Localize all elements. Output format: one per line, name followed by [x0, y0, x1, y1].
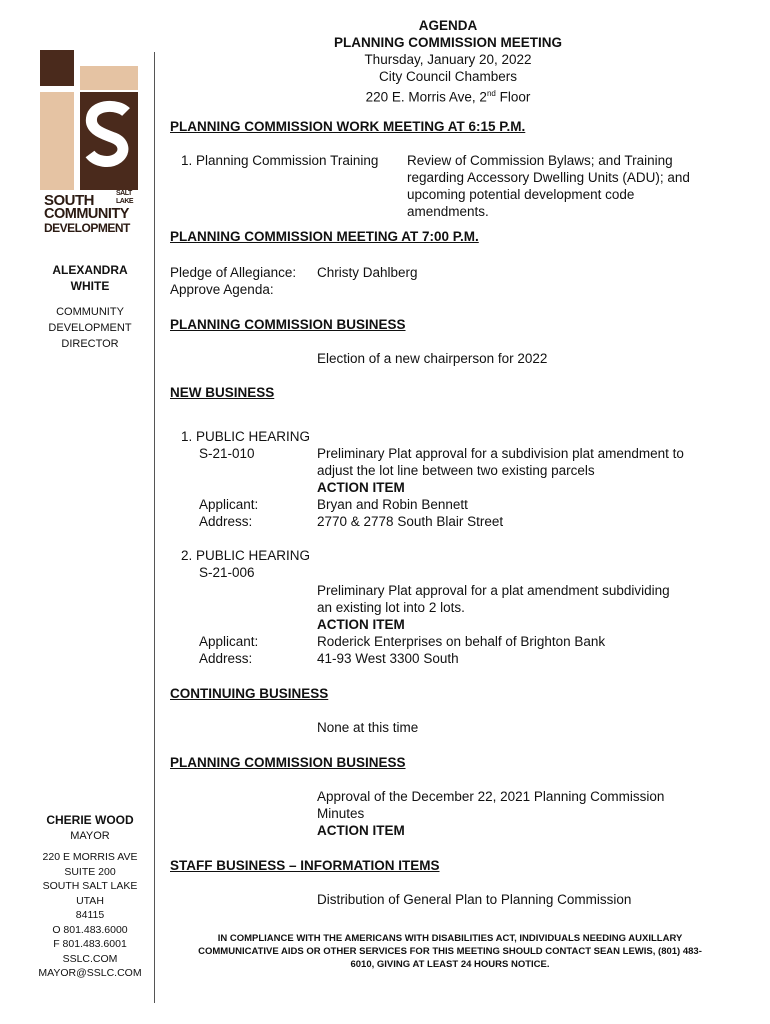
- logo-word-development: DEVELOPMENT: [44, 221, 130, 235]
- hearing-1-applicant: Bryan and Robin Bennett: [317, 497, 468, 512]
- business-heading-2: PLANNING COMMISSION BUSINESS: [170, 755, 406, 770]
- business-2-action: ACTION ITEM: [317, 823, 405, 838]
- hearing-1-label: 1. PUBLIC HEARING: [181, 429, 311, 444]
- meeting-heading: PLANNING COMMISSION MEETING AT 7:00 P.M.: [170, 229, 479, 244]
- logo-word-lake: LAKE: [116, 198, 134, 205]
- city-contact: [28, 850, 152, 981]
- logo: [40, 50, 140, 240]
- hearing-2-code: S-21-006: [199, 565, 255, 580]
- staff-heading: STAFF BUSINESS – INFORMATION ITEMS: [170, 858, 440, 873]
- hearing-1-desc: Preliminary Plat approval for a subdivision plat amendment to adjust the lot line between two existing parcels ACTION ITEM Bryan and Robin Bennett 2770 & 2778 South Blair Street: [317, 445, 727, 530]
- pledge-value: Christy Dahlberg: [317, 265, 418, 280]
- logo-word-south: SOUTH: [44, 192, 94, 209]
- business-item-2: Approval of the December 22, 2021 Planning Commission Minutes ACTION ITEM: [317, 788, 727, 839]
- hearing-1-code: S-21-010: [199, 446, 255, 461]
- contact-addr-1: 220 E MORRIS AVE: [42, 851, 138, 863]
- business-item-1: Election of a new chairperson for 2022: [317, 351, 548, 366]
- logo-word-community: COMMUNITY: [44, 206, 129, 222]
- director-title-1: COMMUNITY: [56, 306, 124, 318]
- header-venue: City Council Chambers: [378, 69, 518, 84]
- director-title-3: DIRECTOR: [61, 338, 119, 350]
- hearing-1-applicant-label: Applicant:: [199, 497, 259, 512]
- mayor-title: MAYOR: [70, 830, 110, 842]
- hearing-2-desc: Preliminary Plat approval for a plat amendment subdividing an existing lot into 2 lots. ACTION ITEM Roderick Enterprises on behalf of Brighton Bank 41-93 West 3300 South: [317, 582, 727, 667]
- mayor-block: [28, 812, 152, 981]
- agenda-header: [160, 17, 736, 106]
- pledge-label: Pledge of Allegiance:: [170, 265, 297, 280]
- director-name-1: ALEXANDRA: [52, 263, 128, 277]
- hearing-1-action: ACTION ITEM: [317, 480, 405, 495]
- staff-item: Distribution of General Plan to Planning Commission: [317, 892, 632, 907]
- director-block: [28, 262, 152, 352]
- contact-web: SSLC.COM: [62, 952, 118, 965]
- hearing-2-applicant: Roderick Enterprises on behalf of Brighton Bank: [317, 634, 606, 649]
- sidebar-divider: [154, 52, 155, 1003]
- contact-email: MAYOR@SSLC.COM: [38, 967, 142, 979]
- work-item-label: 1. Planning Commission Training: [181, 153, 379, 168]
- hearing-2-applicant-label: Applicant:: [199, 634, 259, 649]
- header-subtitle: PLANNING COMMISSION MEETING: [333, 35, 562, 50]
- contact-fax: F 801.483.6001: [53, 938, 127, 950]
- approve-agenda-label: Approve Agenda:: [170, 282, 274, 297]
- logo-mark-icon: [40, 50, 140, 190]
- continuing-item: None at this time: [317, 720, 419, 735]
- mayor-name: CHERIE WOOD: [46, 813, 134, 827]
- director-title-2: DEVELOPMENT: [48, 322, 132, 334]
- logo-word-salt: SALT: [116, 190, 132, 197]
- hearing-1-address-label: Address:: [199, 514, 253, 529]
- header-date: Thursday, January 20, 2022: [364, 52, 532, 67]
- hearing-2-action: ACTION ITEM: [317, 617, 405, 632]
- contact-phone: O 801.483.6000: [52, 923, 128, 936]
- hearing-1-address: 2770 & 2778 South Blair Street: [317, 514, 504, 529]
- work-meeting-heading: PLANNING COMMISSION WORK MEETING AT 6:15 P.M.: [170, 119, 526, 134]
- continuing-heading: CONTINUING BUSINESS: [170, 686, 329, 701]
- hearing-2-address-label: Address:: [199, 651, 253, 666]
- header-address: 220 E. Morris Ave, 2nd Floor: [365, 89, 531, 105]
- contact-addr-5: 84115: [75, 909, 105, 921]
- contact-addr-3: SOUTH SALT LAKE: [42, 880, 138, 892]
- ada-notice: IN COMPLIANCE WITH THE AMERICANS WITH DISABILITIES ACT, INDIVIDUALS NEEDING AUXILLARY COMMUNICATIVE AIDS OR OTHER SERVICES FOR THIS MEETING SHOULD CONTACT SEAN LEWIS, (801) 483- 6010, GIVING AT LEAST 24 HOURS NOTICE.: [198, 933, 702, 970]
- director-name-2: WHITE: [70, 279, 110, 293]
- contact-addr-2: SUITE 200: [64, 865, 116, 878]
- hearing-2-address: 41-93 West 3300 South: [317, 651, 459, 666]
- new-business-heading: NEW BUSINESS: [170, 385, 275, 400]
- business-heading-1: PLANNING COMMISSION BUSINESS: [170, 317, 406, 332]
- header-title: AGENDA: [418, 18, 478, 33]
- work-item-desc: Review of Commission Bylaws; and Training regarding Accessory Dwelling Units (ADU); and upcoming potential development code amendments.: [407, 153, 690, 219]
- contact-addr-4: UTAH: [76, 894, 104, 907]
- hearing-2-label: 2. PUBLIC HEARING: [181, 548, 311, 563]
